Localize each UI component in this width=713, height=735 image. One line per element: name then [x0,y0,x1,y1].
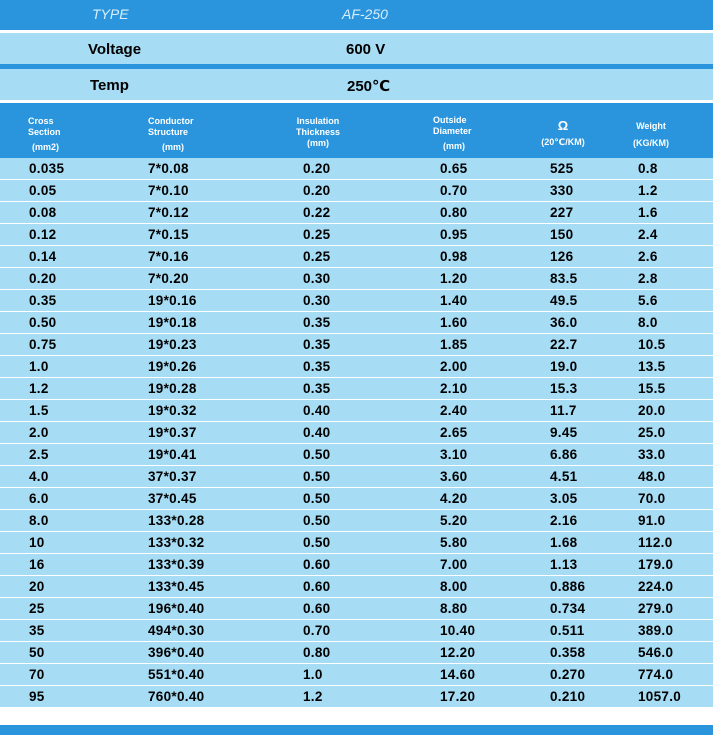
table-row [0,400,713,421]
table-cell: 5.20 [440,513,468,528]
table-row [0,444,713,465]
table-cell: 133*0.39 [148,557,205,572]
footer-bar [0,725,713,735]
table-row [0,576,713,597]
table-cell: 70 [29,667,45,682]
table-cell: 0.12 [29,227,57,242]
table-cell: 25 [29,601,45,616]
table-row [0,598,713,619]
table-cell: 5.6 [638,293,658,308]
table-cell: 13.5 [638,359,666,374]
type-bar [0,0,713,30]
table-row [0,488,713,509]
table-cell: 7*0.10 [148,183,189,198]
voltage-row [0,33,713,64]
table-cell: 10.5 [638,337,666,352]
table-row [0,268,713,289]
table-cell: 0.50 [303,447,331,462]
table-cell: 133*0.32 [148,535,205,550]
table-cell: 0.40 [303,425,331,440]
table-cell: 150 [550,227,574,242]
table-cell: 1.5 [29,403,49,418]
table-cell: 1.85 [440,337,468,352]
table-cell: 0.511 [550,623,585,638]
table-row [0,312,713,333]
table-cell: 330 [550,183,574,198]
table-cell: 1.40 [440,293,468,308]
table-cell: 8.0 [29,513,49,528]
table-cell: 196*0.40 [148,601,205,616]
table-cell: 3.05 [550,491,578,506]
table-body [0,158,713,708]
voltage-label: Voltage [88,41,142,58]
type-value: AF-250 [342,6,388,22]
table-cell: 0.50 [303,513,331,528]
table-cell: 0.40 [303,403,331,418]
table-row [0,202,713,223]
table-cell: 494*0.30 [148,623,205,638]
table-row [0,246,713,267]
table-cell: 1.0 [303,667,323,682]
table-cell: 0.358 [550,645,586,660]
table-cell: 17.20 [440,689,476,704]
table-cell: 19*0.28 [148,381,197,396]
table-cell: 7*0.20 [148,271,189,286]
table-cell: 0.75 [29,337,57,352]
table-cell: 0.14 [29,249,57,264]
table-cell: 19*0.37 [148,425,197,440]
table-cell: 1.2 [29,381,49,396]
table-row [0,554,713,575]
table-cell: 1.2 [303,689,323,704]
table-cell: 11.7 [550,403,577,418]
table-cell: 0.50 [29,315,57,330]
table-cell: 19*0.18 [148,315,197,330]
table-cell: 0.60 [303,557,331,572]
table-row [0,642,713,663]
table-cell: 1057.0 [638,689,682,704]
table-cell: 0.95 [440,227,468,242]
table-row [0,422,713,443]
table-cell: 133*0.45 [148,579,205,594]
table-cell: 0.886 [550,579,586,594]
table-cell: 396*0.40 [148,645,205,660]
table-cell: 1.0 [29,359,49,374]
header-cross-section: Cross Section (mm2) [28,116,61,152]
table-cell: 224.0 [638,579,674,594]
table-cell: 0.50 [303,491,331,506]
table-row [0,686,713,707]
table-cell: 16 [29,557,45,572]
table-row [0,224,713,245]
table-cell: 1.20 [440,271,468,286]
table-cell: 22.7 [550,337,578,352]
table-cell: 0.734 [550,601,586,616]
table-cell: 2.6 [638,249,658,264]
ohm-symbol: Ω [557,118,569,133]
table-row [0,620,713,641]
temp-label: Temp [90,77,129,94]
table-cell: 2.16 [550,513,578,528]
table-cell: 35 [29,623,45,638]
table-cell: 0.035 [29,161,65,176]
table-cell: 1.60 [440,315,468,330]
table-cell: 4.20 [440,491,468,506]
table-cell: 0.22 [303,205,331,220]
table-row [0,378,713,399]
table-cell: 0.20 [303,183,331,198]
table-cell: 0.65 [440,161,468,176]
table-row [0,532,713,553]
table-cell: 0.35 [303,381,331,396]
table-cell: 19.0 [550,359,578,374]
table-cell: 19*0.41 [148,447,197,462]
type-label: TYPE [92,6,129,22]
table-row [0,290,713,311]
table-cell: 1.68 [550,535,578,550]
table-cell: 126 [550,249,574,264]
temp-row [0,69,713,100]
table-cell: 0.20 [303,161,331,176]
table-cell: 0.35 [303,359,331,374]
table-cell: 7*0.15 [148,227,189,242]
table-cell: 0.35 [29,293,57,308]
table-cell: 133*0.28 [148,513,205,528]
table-cell: 0.25 [303,227,331,242]
table-cell: 12.20 [440,645,476,660]
table-cell: 4.51 [550,469,578,484]
table-cell: 91.0 [638,513,666,528]
table-cell: 19*0.26 [148,359,197,374]
table-cell: 0.80 [303,645,331,660]
table-cell: 19*0.32 [148,403,197,418]
table-cell: 20 [29,579,45,594]
table-cell: 37*0.45 [148,491,197,506]
table-cell: 279.0 [638,601,674,616]
table-cell: 0.30 [303,271,331,286]
table-cell: 2.5 [29,447,49,462]
table-cell: 0.70 [440,183,468,198]
table-cell: 0.08 [29,205,57,220]
table-cell: 2.10 [440,381,468,396]
table-row [0,664,713,685]
table-cell: 7.00 [440,557,468,572]
table-cell: 15.5 [638,381,666,396]
table-row [0,356,713,377]
table-cell: 1.6 [638,205,658,220]
table-cell: 389.0 [638,623,674,638]
table-cell: 0.50 [303,535,331,550]
table-cell: 0.80 [440,205,468,220]
table-cell: 37*0.37 [148,469,197,484]
table-cell: 48.0 [638,469,666,484]
header-resistance: Ω (20℃/KM) [530,119,596,148]
table-cell: 774.0 [638,667,674,682]
table-cell: 36.0 [550,315,578,330]
table-cell: 1.2 [638,183,658,198]
table-cell: 2.00 [440,359,468,374]
table-cell: 83.5 [550,271,578,286]
table-cell: 227 [550,205,574,220]
table-cell: 0.270 [550,667,586,682]
table-cell: 179.0 [638,557,674,572]
header-conductor: Conductor Structure (mm) [148,116,194,152]
table-cell: 25.0 [638,425,666,440]
table-cell: 2.0 [29,425,49,440]
table-cell: 19*0.16 [148,293,197,308]
table-cell: 8.00 [440,579,468,594]
header-insulation: Insulation Thickness (mm) [295,116,341,148]
table-cell: 2.4 [638,227,658,242]
table-cell: 7*0.16 [148,249,189,264]
table-cell: 4.0 [29,469,49,484]
table-row [0,158,713,179]
header-weight: Weight (KG/KM) [633,121,669,148]
table-cell: 6.86 [550,447,578,462]
table-cell: 7*0.12 [148,205,189,220]
table-cell: 50 [29,645,45,660]
table-row [0,466,713,487]
table-cell: 95 [29,689,45,704]
table-cell: 8.0 [638,315,658,330]
table-row [0,180,713,201]
table-cell: 2.65 [440,425,468,440]
table-cell: 5.80 [440,535,468,550]
table-row [0,510,713,531]
table-cell: 0.35 [303,315,331,330]
table-cell: 2.8 [638,271,658,286]
table-cell: 525 [550,161,574,176]
table-cell: 9.45 [550,425,578,440]
table-cell: 0.98 [440,249,468,264]
table-cell: 14.60 [440,667,476,682]
table-cell: 0.30 [303,293,331,308]
table-cell: 0.60 [303,579,331,594]
table-header [0,103,713,158]
table-cell: 0.8 [638,161,658,176]
table-cell: 1.13 [550,557,578,572]
table-cell: 20.0 [638,403,666,418]
table-cell: 551*0.40 [148,667,205,682]
table-cell: 33.0 [638,447,666,462]
table-cell: 0.25 [303,249,331,264]
header-outside-diameter: Outside Diameter (mm) [433,115,472,151]
table-cell: 0.05 [29,183,57,198]
temp-value: 250℃ [347,78,391,95]
table-cell: 0.60 [303,601,331,616]
table-cell: 49.5 [550,293,578,308]
table-cell: 19*0.23 [148,337,197,352]
table-cell: 2.40 [440,403,468,418]
table-cell: 0.50 [303,469,331,484]
table-cell: 3.60 [440,469,468,484]
table-row [0,334,713,355]
table-cell: 0.210 [550,689,586,704]
table-cell: 546.0 [638,645,674,660]
table-cell: 0.20 [29,271,57,286]
table-cell: 70.0 [638,491,666,506]
table-cell: 10.40 [440,623,476,638]
table-cell: 0.70 [303,623,331,638]
table-cell: 760*0.40 [148,689,205,704]
table-cell: 15.3 [550,381,578,396]
table-cell: 8.80 [440,601,468,616]
table-cell: 7*0.08 [148,161,189,176]
table-cell: 112.0 [638,535,673,550]
table-cell: 6.0 [29,491,49,506]
table-cell: 10 [29,535,45,550]
table-cell: 0.35 [303,337,331,352]
table-cell: 3.10 [440,447,468,462]
voltage-value: 600 V [346,41,386,58]
